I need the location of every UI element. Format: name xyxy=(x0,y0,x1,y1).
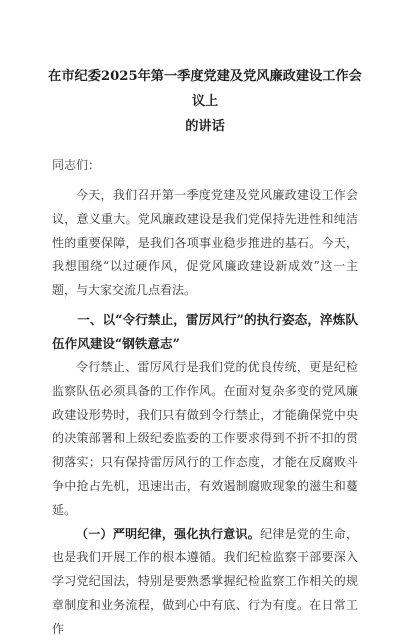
title-line-1: 在市纪委2025年第一季度党建及党风廉政建设工作会议上 xyxy=(48,69,362,109)
subsection-1-heading: （一）严明纪律，强化执行意识。 xyxy=(76,526,261,541)
title-line-2: 的讲话 xyxy=(185,119,225,134)
section-1-heading: 一、以“令行禁止，雷厉风行”的执行姿态，淬炼队伍作风建设“钢铁意志” xyxy=(52,311,358,351)
subsection-1-text: 纪律是党的生命，也是我们开展工作的根本遵循。我们纪检监察干部要深入学习党纪国法，特别是要熟悉掌握纪检监察工作相关的规章制度和业务流程，做到心中有底、行为有度。在日常工作 xyxy=(52,526,358,636)
intro-paragraph: 今天，我们召开第一季度党建及党风廉政建设工作会议，意义重大。党风廉政建设是我们党保持先进性和纯洁性的重要保障，是我们各项事业稳步推进的基石。今天，我想围绕“以过硬作风，促党风廉政建设新成效”这一主题，与大家交流几点看法。 xyxy=(52,188,358,298)
salutation: 同志们： xyxy=(52,158,101,172)
section-1-paragraph: 令行禁止、雷厉风行是我们党的优良传统，更是纪检监察队伍必须具备的工作作风。在面对复杂多变的党风廉政建设形势时，我们只有做到令行禁止，才能确保党中央的决策部署和上级纪委监委的工作要求得到不折不扣的贯彻落实；只有保持雷厉风行的工作态度，才能在反腐败斗争中抢占先机，迅速出击，有效遏制腐败现象的滋生和蔓延。 xyxy=(52,359,358,517)
document-title xyxy=(42,64,368,139)
subsection-1-paragraph xyxy=(52,523,358,642)
